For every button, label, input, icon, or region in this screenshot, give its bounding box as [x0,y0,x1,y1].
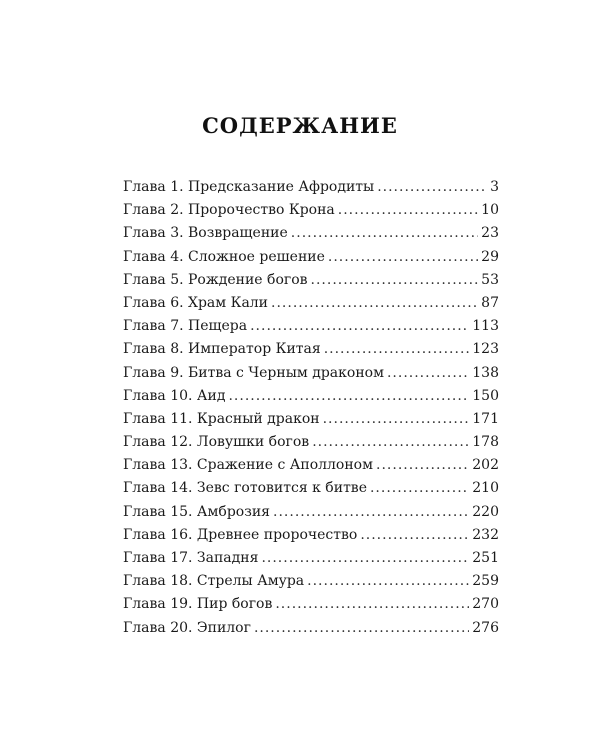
toc-page-number: 87 [481,294,499,311]
toc-page-number: 29 [481,248,499,265]
toc-page-number: 171 [472,410,499,427]
table-of-contents [123,176,499,640]
dot-leader [291,222,478,245]
toc-page-number: 259 [472,573,499,590]
toc-entry-title: Глава 4. Сложное решение [123,248,325,265]
toc-page-number: 202 [472,457,499,474]
toc-entry-title: Глава 13. Сражение с Аполлоном [123,457,374,474]
dot-leader [338,199,478,222]
toc-entry [123,385,499,408]
toc-entry [123,547,499,570]
toc-entry [123,176,499,199]
toc-page-number: 276 [472,619,499,636]
toc-entry-title: Глава 12. Ловушки богов [123,434,310,451]
dot-leader [271,292,478,315]
toc-entry [123,199,499,222]
toc-entry [123,454,499,477]
toc-entry [123,362,499,385]
toc-entry-title: Глава 9. Битва с Черным драконом [123,364,384,381]
toc-entry-title: Глава 18. Стрелы Амура [123,573,305,590]
toc-entry [123,315,499,338]
toc-entry-title: Глава 15. Амброзия [123,503,271,520]
toc-entry [123,524,499,547]
toc-entry [123,246,499,269]
dot-leader [377,176,486,199]
dot-leader [254,617,469,640]
dot-leader [275,593,469,616]
toc-entry-title: Глава 1. Предсказание Афродиты [123,179,375,195]
toc-entry-title: Глава 14. Зевс готовится к битве [123,480,367,497]
toc-entry-title: Глава 10. Аид [123,387,226,404]
toc-entry [123,431,499,454]
toc-entry [123,570,499,593]
toc-page-number: 232 [472,526,499,543]
dot-leader [261,547,469,570]
toc-entry [123,269,499,292]
toc-entry-title: Глава 11. Красный дракон [123,410,320,427]
dot-leader [250,315,469,338]
dot-leader [273,501,469,524]
toc-entry [123,338,499,361]
toc-entry-title: Глава 3. Возвращение [123,225,288,242]
dot-leader [311,269,479,292]
toc-entry-title: Глава 5. Рождение богов [123,271,308,288]
dot-leader [370,477,469,500]
dot-leader [228,385,469,408]
toc-entry-title: Глава 16. Древнее пророчество [123,526,358,543]
toc-page-number: 251 [472,550,499,566]
toc-entry-title: Глава 17. Западня [123,550,259,566]
dot-leader [324,338,470,361]
dot-leader [376,454,469,477]
toc-entry-title: Глава 8. Император Китая [123,341,321,358]
dot-leader [307,570,469,593]
toc-page-number: 3 [490,179,499,195]
dot-leader [360,524,469,547]
toc-page-number: 270 [472,596,499,613]
toc-page-number: 113 [472,318,499,335]
toc-page-number: 53 [481,271,499,288]
toc-entry [123,617,499,640]
toc-entry [123,222,499,245]
toc-page-number: 210 [472,480,499,497]
toc-entry-title: Глава 6. Храм Кали [123,294,269,311]
toc-entry-title: Глава 20. Эпилог [123,619,251,636]
toc-entry-title: Глава 19. Пир богов [123,596,273,613]
toc-page-number: 178 [472,434,499,451]
toc-entry [123,292,499,315]
toc-entry-title: Глава 7. Пещера [123,318,248,335]
dot-leader [387,362,469,385]
toc-page-number: 138 [472,364,499,381]
toc-entry [123,477,499,500]
toc-entry [123,593,499,616]
dot-leader [328,246,478,269]
dot-leader [312,431,469,454]
toc-page-number: 150 [472,387,499,404]
page-title: СОДЕРЖАНИЕ [202,113,398,138]
toc-page-number: 220 [472,503,499,520]
toc-page-number: 123 [472,341,499,358]
toc-entry-title: Глава 2. Пророчество Крона [123,202,335,219]
toc-entry [123,408,499,431]
toc-entry [123,501,499,524]
toc-page-number: 10 [481,202,499,219]
dot-leader [323,408,470,431]
toc-page-number: 23 [481,225,499,242]
